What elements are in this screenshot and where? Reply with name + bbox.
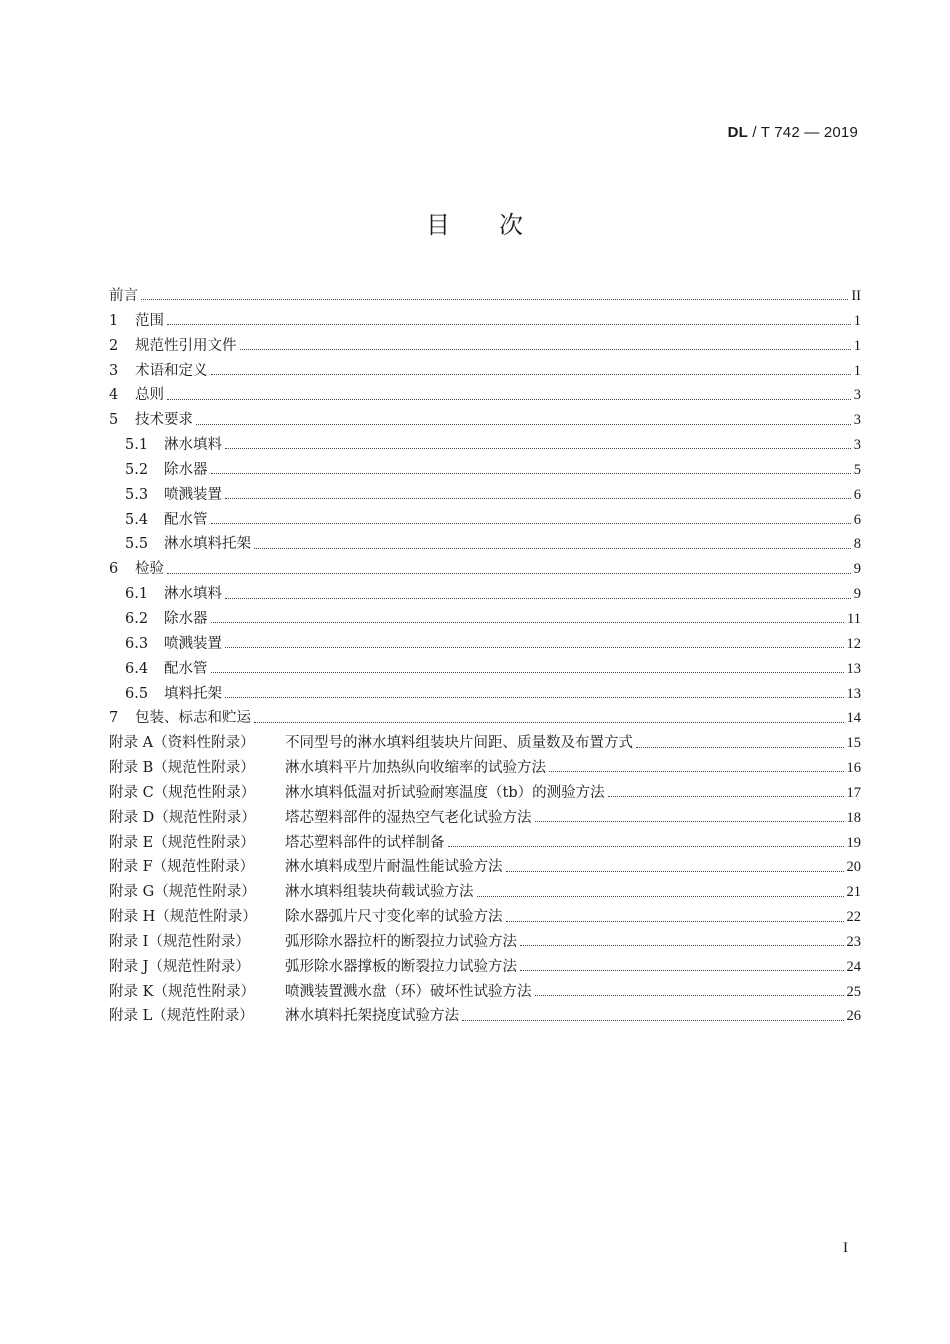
toc-entry-number: 5.5 xyxy=(125,536,149,553)
toc-entry[interactable] xyxy=(109,607,861,632)
toc-entry-number: 附录 I（规范性附录） xyxy=(109,933,250,950)
toc-entry-title: 淋水填料低温对折试验耐寒温度（tb）的测验方法 xyxy=(285,784,605,801)
toc-entry-page: 25 xyxy=(846,983,861,1000)
toc-entry-page: 6 xyxy=(853,511,861,528)
toc-entry[interactable] xyxy=(109,433,861,458)
toc-entry-number: 3 xyxy=(109,362,119,379)
toc-entry[interactable] xyxy=(109,309,861,334)
dot-leader xyxy=(167,572,851,574)
toc-entry[interactable] xyxy=(109,483,861,508)
toc-entry-page: 13 xyxy=(846,685,861,702)
dot-leader xyxy=(477,895,844,897)
toc-entry-title: 前言 xyxy=(109,288,138,304)
toc-entry[interactable] xyxy=(109,557,861,582)
toc-entry-title: 淋水填料组装块荷载试验方法 xyxy=(285,884,474,901)
toc-entry-page: 24 xyxy=(846,958,861,975)
dot-leader xyxy=(141,298,848,300)
dot-leader xyxy=(211,522,851,524)
toc-entry-title: 塔芯塑料部件的试样制备 xyxy=(285,834,445,851)
dot-leader xyxy=(549,770,844,772)
toc-entry-page: 14 xyxy=(846,710,861,727)
toc-entry-number: 6.2 xyxy=(125,610,149,627)
toc-entry-page: 23 xyxy=(846,933,861,950)
dot-leader xyxy=(520,944,844,946)
doc-code-prefix: DL xyxy=(727,124,748,141)
toc-entry-title: 塔芯塑料部件的湿热空气老化试验方法 xyxy=(285,809,532,826)
toc-entry[interactable] xyxy=(109,706,861,731)
dot-leader xyxy=(167,398,851,400)
dot-leader xyxy=(225,646,844,648)
toc-entry-title: 淋水填料 xyxy=(164,586,222,603)
toc-entry-page: 3 xyxy=(853,387,861,404)
toc-entry[interactable] xyxy=(109,781,861,806)
toc-entry-number: 5.3 xyxy=(125,486,149,503)
toc-entry-page: 11 xyxy=(847,610,861,627)
toc-entry-page: 22 xyxy=(846,909,861,926)
toc-entry[interactable] xyxy=(109,383,861,408)
title-char-1: 目 xyxy=(426,211,451,239)
toc-entry-title: 除水器 xyxy=(164,610,208,627)
toc-entry-title: 填料托架 xyxy=(164,685,222,702)
toc-entry-title: 淋水填料托架挠度试验方法 xyxy=(285,1008,459,1025)
toc-entry-number: 4 xyxy=(109,387,119,404)
toc-entry-page: 16 xyxy=(846,760,861,777)
toc-entry-page: 17 xyxy=(846,784,861,801)
title-char-2: 次 xyxy=(499,211,524,239)
toc-entry[interactable] xyxy=(109,855,861,880)
dot-leader xyxy=(225,597,851,599)
page-title xyxy=(0,205,950,240)
toc-entry[interactable] xyxy=(109,532,861,557)
dot-leader xyxy=(254,547,851,549)
toc-entry-title: 总则 xyxy=(135,387,164,404)
table-of-contents xyxy=(109,284,861,1029)
toc-entry[interactable] xyxy=(109,980,861,1005)
toc-entry-page: 13 xyxy=(846,660,861,677)
toc-entry-number: 附录 J（规范性附录） xyxy=(109,958,250,975)
toc-entry-page: 15 xyxy=(846,735,861,752)
toc-entry-number: 附录 E（规范性附录） xyxy=(109,834,255,851)
toc-entry-number: 5.1 xyxy=(125,437,149,454)
toc-entry-title: 不同型号的淋水填料组装块片间距、质量数及布置方式 xyxy=(285,735,633,752)
toc-entry-page: II xyxy=(851,288,861,304)
toc-entry[interactable] xyxy=(109,831,861,856)
toc-entry[interactable] xyxy=(109,334,861,359)
document-code xyxy=(728,124,858,141)
toc-entry-number: 附录 B（规范性附录） xyxy=(109,760,255,777)
dot-leader xyxy=(448,845,844,847)
toc-entry-number: 1 xyxy=(109,312,119,329)
toc-entry-page: 26 xyxy=(846,1008,861,1025)
toc-entry-page: 12 xyxy=(846,635,861,652)
toc-entry-page: 1 xyxy=(853,337,861,354)
toc-entry[interactable] xyxy=(109,682,861,707)
toc-entry-page: 6 xyxy=(853,486,861,503)
toc-entry-title: 技术要求 xyxy=(135,412,193,429)
dot-leader xyxy=(535,820,844,822)
toc-entry-number: 附录 C（规范性附录） xyxy=(109,784,256,801)
toc-entry-number: 5.2 xyxy=(125,461,149,478)
toc-entry-page: 20 xyxy=(846,859,861,876)
toc-entry-number: 6 xyxy=(109,561,119,578)
toc-entry-title: 规范性引用文件 xyxy=(135,337,237,354)
toc-entry[interactable] xyxy=(109,458,861,483)
page-number: I xyxy=(843,1240,848,1256)
toc-entry-number: 附录 L（规范性附录） xyxy=(109,1008,254,1025)
toc-entry[interactable] xyxy=(109,657,861,682)
toc-entry[interactable] xyxy=(109,284,861,309)
dot-leader xyxy=(462,1019,844,1021)
dot-leader xyxy=(211,472,851,474)
dot-leader xyxy=(608,795,844,797)
toc-entry-page: 8 xyxy=(853,536,861,553)
toc-entry-number: 附录 F（规范性附录） xyxy=(109,859,255,876)
toc-entry-title: 淋水填料 xyxy=(164,437,222,454)
dot-leader xyxy=(535,994,844,996)
toc-entry-title: 弧形除水器拉杆的断裂拉力试验方法 xyxy=(285,933,517,950)
toc-entry[interactable] xyxy=(109,955,861,980)
toc-entry-title: 术语和定义 xyxy=(135,362,208,379)
toc-entry[interactable] xyxy=(109,359,861,384)
toc-entry[interactable] xyxy=(109,408,861,433)
toc-entry-number: 附录 K（规范性附录） xyxy=(109,983,255,1000)
toc-entry-page: 3 xyxy=(853,437,861,454)
doc-code-rest: / T 742 — 2019 xyxy=(747,124,858,141)
toc-entry-title: 喷溅装置 xyxy=(164,635,222,652)
toc-entry-number: 7 xyxy=(109,710,119,727)
toc-entry-title: 检验 xyxy=(135,561,164,578)
dot-leader xyxy=(506,920,844,922)
dot-leader xyxy=(520,969,844,971)
toc-entry-title: 弧形除水器撑板的断裂拉力试验方法 xyxy=(285,958,517,975)
toc-entry-page: 9 xyxy=(853,586,861,603)
dot-leader xyxy=(636,746,844,748)
dot-leader xyxy=(254,721,844,723)
toc-entry[interactable] xyxy=(109,1004,861,1029)
toc-entry-page: 3 xyxy=(853,412,861,429)
toc-entry-page: 21 xyxy=(846,884,861,901)
toc-entry[interactable] xyxy=(109,905,861,930)
toc-entry-number: 附录 H（规范性附录） xyxy=(109,909,257,926)
toc-entry[interactable] xyxy=(109,508,861,533)
toc-entry[interactable] xyxy=(109,806,861,831)
toc-entry-title: 淋水填料托架 xyxy=(164,536,251,553)
dot-leader xyxy=(211,373,851,375)
toc-entry[interactable] xyxy=(109,756,861,781)
toc-entry-title: 淋水填料平片加热纵向收缩率的试验方法 xyxy=(285,760,546,777)
toc-entry-number: 6.1 xyxy=(125,586,149,603)
toc-entry-page: 19 xyxy=(846,834,861,851)
toc-entry-number: 5 xyxy=(109,412,119,429)
toc-entry-title: 喷溅装置 xyxy=(164,486,222,503)
dot-leader xyxy=(211,621,845,623)
toc-entry-number: 5.4 xyxy=(125,511,149,528)
toc-entry-page: 5 xyxy=(853,461,861,478)
toc-entry-title: 除水器弧片尺寸变化率的试验方法 xyxy=(285,909,503,926)
toc-entry[interactable] xyxy=(109,930,861,955)
toc-entry[interactable] xyxy=(109,731,861,756)
dot-leader xyxy=(167,323,851,325)
toc-entry-page: 18 xyxy=(846,809,861,826)
dot-leader xyxy=(225,696,844,698)
toc-entry-title: 喷溅装置溅水盘（环）破坏性试验方法 xyxy=(285,983,532,1000)
toc-entry[interactable] xyxy=(109,632,861,657)
toc-entry-title: 范围 xyxy=(135,312,164,329)
dot-leader xyxy=(240,348,851,350)
toc-entry-page: 1 xyxy=(853,312,861,329)
toc-entry-number: 6.5 xyxy=(125,685,149,702)
dot-leader xyxy=(211,671,844,673)
toc-entry[interactable] xyxy=(109,880,861,905)
toc-entry-number: 6.4 xyxy=(125,660,149,677)
toc-entry-title: 除水器 xyxy=(164,461,208,478)
toc-entry-number: 附录 A（资料性附录） xyxy=(109,735,255,752)
dot-leader xyxy=(196,423,851,425)
toc-entry-number: 附录 D（规范性附录） xyxy=(109,809,256,826)
toc-entry-title: 配水管 xyxy=(164,660,208,677)
toc-entry-number: 附录 G（规范性附录） xyxy=(109,884,256,901)
toc-entry-page: 1 xyxy=(853,362,861,379)
dot-leader xyxy=(506,870,844,872)
toc-entry-title: 包装、标志和贮运 xyxy=(135,710,251,727)
dot-leader xyxy=(225,447,851,449)
toc-entry-title: 淋水填料成型片耐温性能试验方法 xyxy=(285,859,503,876)
toc-entry-title: 配水管 xyxy=(164,511,208,528)
toc-entry-number: 2 xyxy=(109,337,119,354)
toc-entry[interactable] xyxy=(109,582,861,607)
toc-entry-number: 6.3 xyxy=(125,635,149,652)
toc-entry-page: 9 xyxy=(853,561,861,578)
dot-leader xyxy=(225,497,851,499)
